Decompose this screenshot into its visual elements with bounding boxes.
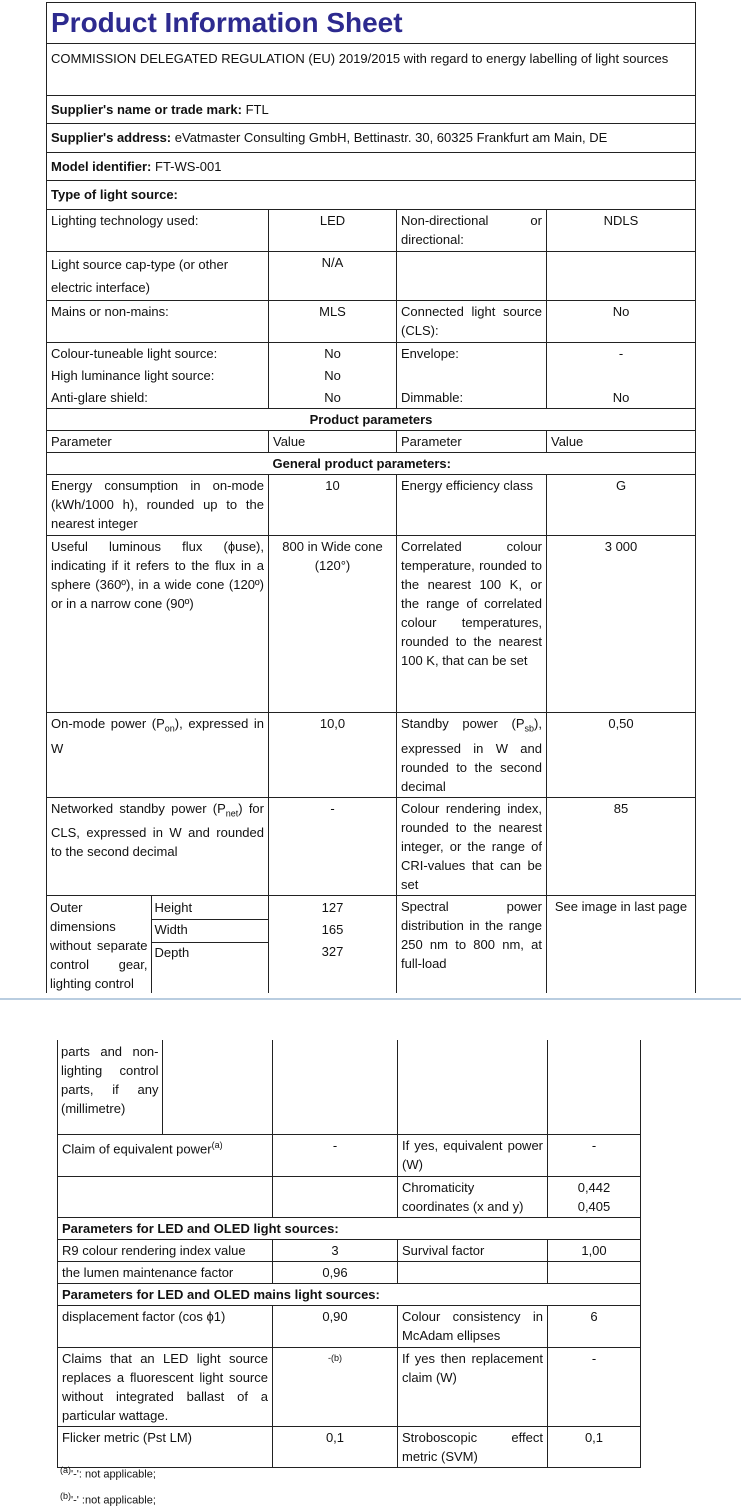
param-value: 0,90 — [273, 1306, 398, 1348]
param-value: 800 in Wide cone (120°) — [269, 536, 397, 713]
param-label: Claims that an LED light source replaces a fluorescent light source without integrated ballast of a particular wattage. — [58, 1348, 273, 1427]
type-value-2 — [547, 252, 696, 301]
type-label: Colour-tuneable light source: — [47, 343, 269, 365]
type-value: No — [269, 387, 397, 409]
param-label: the lumen maintenance factor — [58, 1262, 273, 1284]
cri-value: 85 — [547, 797, 696, 895]
type-value: No — [269, 343, 397, 365]
footnote: $^{(b)}$'-' :not applicable; — [60, 1490, 156, 1507]
product-info-table-page1 — [46, 2, 696, 993]
table-row — [47, 713, 696, 798]
depth-label: Depth — [154, 944, 190, 960]
equivalent-power-label-2: If yes, equivalent power (W) — [398, 1135, 548, 1177]
param-label-2: Colour consistency in McAdam ellipses — [398, 1306, 548, 1348]
spectral-label: Spectral power distribution in the range 250 nm to 800 nm, at full-load — [397, 895, 547, 993]
param-value: 10 — [269, 475, 397, 536]
type-value-2: - — [547, 343, 696, 365]
type-label-2 — [397, 365, 547, 387]
param-label-2: If yes then replacement claim (W) — [398, 1348, 548, 1427]
param-label-2: Energy efficiency class — [397, 475, 547, 536]
param-label: R9 colour rendering index value — [58, 1240, 273, 1262]
regulation-text: COMMISSION DELEGATED REGULATION (EU) 2019/2015 with regard to energy labelling of light sources — [47, 44, 696, 96]
table-row — [47, 301, 696, 343]
model-row — [47, 153, 696, 181]
equivalent-power-label: Claim of equivalent power$^{(a)}$ — [58, 1135, 273, 1177]
type-label-2: Non-directional or directional: — [397, 210, 547, 252]
column-header: Parameter — [47, 431, 269, 453]
type-label: Anti-glare shield: — [47, 387, 269, 409]
type-value: No — [269, 365, 397, 387]
param-value: -(b) — [273, 1348, 398, 1427]
width-value: 165 — [321, 921, 344, 937]
table-row — [58, 1240, 641, 1262]
chromaticity-x: 0,442 — [577, 1180, 611, 1195]
param-value-2: 1,00 — [548, 1240, 641, 1262]
table-row — [47, 387, 696, 409]
table-row — [47, 475, 696, 536]
dimensions-label-continued: parts and non-lighting control parts, if any (millimetre) — [58, 1040, 162, 1134]
type-value: MLS — [269, 301, 397, 343]
table-row — [58, 1177, 641, 1218]
led-heading: Parameters for LED and OLED light sources: — [58, 1218, 641, 1240]
param-label-2: Stroboscopic effect metric (SVM) — [398, 1427, 548, 1468]
type-label: Lighting technology used: — [47, 210, 269, 252]
type-value: N/A — [269, 252, 397, 301]
column-header: Value — [547, 431, 696, 453]
supplier-address-value: eVatmaster Consulting GmbH, Bettinastr. 30, 60325 Frankfurt am Main, DE — [174, 130, 608, 145]
supplier-address-row — [47, 124, 696, 153]
on-mode-value: 10,0 — [269, 713, 397, 798]
chromaticity-label: Chromaticity coordinates (x and y) — [398, 1177, 548, 1218]
param-value: 0,1 — [273, 1427, 398, 1468]
height-label: Height — [151, 896, 268, 920]
supplier-name-value: FTL — [245, 102, 269, 117]
table-row — [58, 1262, 641, 1284]
page-title: Product Information Sheet — [47, 3, 696, 44]
chromaticity-y: 0,405 — [577, 1199, 611, 1214]
type-label-2: Connected light source (CLS): — [397, 301, 547, 343]
param-label: displacement factor (cos ϕ1) — [58, 1306, 273, 1348]
height-value: 127 — [321, 899, 344, 915]
param-value-2: 6 — [548, 1306, 641, 1348]
table-row — [47, 797, 696, 895]
type-heading: Type of light source: — [47, 181, 696, 210]
dimensions-label: Outer dimensions without separate control gear, lighting control — [47, 896, 151, 993]
table-row — [58, 1348, 641, 1427]
type-value: LED — [269, 210, 397, 252]
type-value-2 — [547, 365, 696, 387]
table-row — [47, 343, 696, 365]
table-row — [58, 1306, 641, 1348]
table-row — [47, 895, 696, 993]
param-value-2: G — [547, 475, 696, 536]
param-label-2: Correlated colour temperature, rounded to the nearest 100 K, or the range of correlated colour temperatures, rounded to the nearest 100 K, that can be set — [397, 536, 547, 713]
type-label-2 — [397, 252, 547, 301]
type-label-2: Dimmable: — [397, 387, 547, 409]
type-label: High luminance light source: — [47, 365, 269, 387]
general-heading: General product parameters: — [269, 453, 696, 475]
equivalent-power-value-2: - — [548, 1135, 641, 1177]
model-label: Model identifier: — [51, 159, 152, 174]
type-value-2: NDLS — [547, 210, 696, 252]
param-value: 0,96 — [273, 1262, 398, 1284]
equivalent-power-value: - — [273, 1135, 398, 1177]
type-value-2: No — [547, 301, 696, 343]
param-value: 3 — [273, 1240, 398, 1262]
supplier-name-label: Supplier's name or trade mark: — [51, 102, 242, 117]
standby-value: 0,50 — [547, 713, 696, 798]
cri-label: Colour rendering index, rounded to the nearest integer, or the range of CRI-values that can be set — [397, 797, 547, 895]
footnotes — [60, 1460, 156, 1511]
table-row — [58, 1040, 641, 1135]
type-label: Mains or non-mains: — [47, 301, 269, 343]
param-label: Flicker metric (Pst LM) — [58, 1427, 273, 1468]
param-label: Energy consumption in on-mode (kWh/1000 h), rounded up to the nearest integer — [47, 475, 269, 536]
type-label: Light source cap-type (or other electric interface) — [47, 252, 269, 301]
supplier-address-label: Supplier's address: — [51, 130, 172, 145]
depth-value: 327 — [321, 943, 344, 959]
table-row — [47, 210, 696, 252]
spectral-value: See image in last page — [547, 895, 696, 993]
column-header-row — [47, 431, 696, 453]
product-params-heading: Product parameters — [47, 409, 696, 431]
type-value-2: No — [547, 387, 696, 409]
column-header: Value — [269, 431, 397, 453]
param-value-2: 3 000 — [547, 536, 696, 713]
mains-heading: Parameters for LED and OLED mains light sources: — [58, 1284, 641, 1306]
width-label: Width — [151, 920, 268, 942]
table-row — [47, 252, 696, 301]
param-label: Useful luminous flux (ϕuse), indicating if it refers to the flux in a sphere (360º), in a wide cone (120º) or in a narrow cone (90º) — [47, 536, 269, 713]
dimensions-values — [269, 895, 397, 993]
chromaticity-values — [548, 1177, 641, 1218]
table-row — [47, 536, 696, 713]
supplier-name-row — [47, 96, 696, 124]
footnote: $^{(a)}$'-': not applicable; — [60, 1465, 156, 1481]
dimensions-cell — [47, 895, 269, 993]
on-mode-label: On-mode power $(P_{on})$, expressed in W — [47, 713, 269, 798]
param-label-2 — [398, 1262, 548, 1284]
table-row — [47, 365, 696, 387]
param-value-2 — [548, 1262, 641, 1284]
param-value-2: - — [548, 1348, 641, 1427]
param-label-2: Survival factor — [398, 1240, 548, 1262]
table-row — [58, 1135, 641, 1177]
type-label-2: Envelope: — [397, 343, 547, 365]
networked-standby-label: Networked standby power $(P_{net})$ for CLS, expressed in W and rounded to the second decimal — [47, 797, 269, 895]
networked-standby-value: - — [269, 797, 397, 895]
product-info-table-page2 — [57, 1040, 641, 1468]
column-header: Parameter — [397, 431, 547, 453]
param-value-2: 0,1 — [548, 1427, 641, 1468]
model-value: FT-WS-001 — [155, 159, 222, 174]
dimensions-continued-cell — [58, 1040, 273, 1135]
standby-label: Standby power $(P_{sb})$, expressed in W and rounded to the second decimal — [397, 713, 547, 798]
